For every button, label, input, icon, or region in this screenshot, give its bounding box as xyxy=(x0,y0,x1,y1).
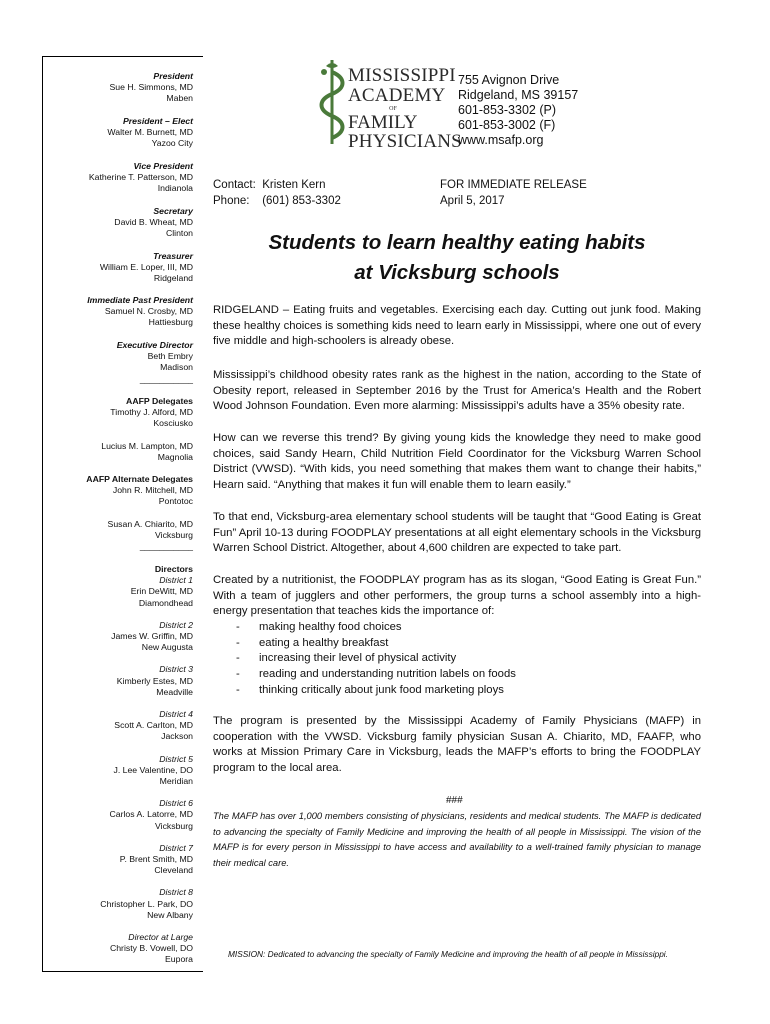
member-city: Yazoo City xyxy=(151,138,193,149)
member-name: Christy B. Vowell, DO xyxy=(109,943,193,954)
member-name: Lucius M. Lampton, MD xyxy=(101,440,193,451)
end-marker: ### xyxy=(446,795,463,806)
boilerplate: The MAFP has over 1,000 members consisting of physicians, residents and medical students. The MAFP is dedicated to advancing the specialty of Family Medicine and improving the health of all people in Mississippi. The vision of the MAFP is for every person in Mississippi to have access and availability to a well-trained family physician to manage their medical care. xyxy=(213,811,701,868)
member-city: Indianola xyxy=(157,183,193,194)
role-title: AAFP Delegates xyxy=(126,396,193,406)
member-name: Scott A. Carlton, MD xyxy=(114,720,193,731)
city-state: Ridgeland, MS 39157 xyxy=(458,88,579,102)
bullet-item xyxy=(0,667,770,683)
member-name: Kimberly Estes, MD xyxy=(116,675,193,686)
sidebar-alternate-delegates xyxy=(33,474,193,552)
bullet-text: making healthy food choices xyxy=(259,621,402,633)
district-label: District 5 xyxy=(159,753,193,764)
sidebar-aafp-delegates xyxy=(33,396,193,463)
role-title: Immediate Past President xyxy=(87,295,193,305)
member-city: Vicksburg xyxy=(155,529,193,540)
bullet-text: increasing their level of physical activity xyxy=(259,652,457,664)
role-title: Treasurer xyxy=(153,251,193,261)
logo-line: FAMILY xyxy=(348,112,418,133)
release-date: April 5, 2017 xyxy=(440,194,505,207)
phone-line: Phone: (601) 853-3302 xyxy=(213,194,341,207)
member-name: Susan A. Chiarito, MD xyxy=(107,518,193,529)
paragraph: How can we reverse this trend? By giving young kids the knowledge they need to make good choices, said Sandy Hearn, Child Nutrition Field Coordinator for the Vicksburg Warren School District (VWSD). “With kids, you need something that makes them want to change their habits,” Hearn said. “Anything that makes it fun will enable them to learn easily.” xyxy=(213,432,701,491)
member-city: Ridgeland xyxy=(153,273,193,284)
academy-wordmark xyxy=(348,66,462,151)
role-title: Secretary xyxy=(153,206,193,216)
bullet-dash: - xyxy=(236,684,240,696)
bullet-dash: - xyxy=(236,637,240,649)
caduceus-logo-icon xyxy=(312,58,352,148)
role-title: Executive Director xyxy=(116,340,193,350)
district-label: District 8 xyxy=(159,887,193,898)
bullet-item xyxy=(0,636,770,652)
member-name: P. Brent Smith, MD xyxy=(119,854,193,865)
paragraph: Mississippi’s childhood obesity rates rank as the highest in the nation, according to the State of Obesity report, released in September 2016 by the Trust for America’s Health and the Robert Wood Johnson Foundation. Even more alarming: Mississippi’s adults have a 35% obesity rate. xyxy=(213,369,701,413)
bullet-text: thinking critically about junk food marketing ploys xyxy=(259,684,504,696)
member-name: Sue H. Simmons, MD xyxy=(109,82,193,93)
member-name: John R. Mitchell, MD xyxy=(112,485,193,496)
district-label: District 3 xyxy=(159,664,193,675)
headline-line: at Vicksburg schools xyxy=(354,261,560,284)
member-name: Walter M. Burnett, MD xyxy=(107,127,193,138)
member-name: Timothy J. Alford, MD xyxy=(110,407,193,418)
member-city: Maben xyxy=(166,93,193,104)
member-name: J. Lee Valentine, DO xyxy=(113,764,193,775)
role-title: Vice President xyxy=(133,161,193,171)
sidebar-past-president xyxy=(33,295,193,329)
district-label: District 6 xyxy=(159,798,193,809)
address-block xyxy=(458,73,578,148)
sidebar-executive-director xyxy=(33,340,193,385)
member-name: Beth Embry xyxy=(147,351,193,362)
member-city: Clinton xyxy=(165,228,193,239)
member-city: Magnolia xyxy=(157,451,193,462)
member-city: New Augusta xyxy=(141,642,193,653)
member-name: Carlos A. Latorre, MD xyxy=(109,809,193,820)
logo-line: PHYSICIANS xyxy=(348,131,462,152)
member-name: James W. Griffin, MD xyxy=(111,631,193,642)
district-label: Director at Large xyxy=(128,932,193,943)
member-name: Erin DeWitt, MD xyxy=(130,586,193,597)
member-name: David B. Wheat, MD xyxy=(114,217,193,228)
bullet-text: eating a healthy breakfast xyxy=(259,637,389,649)
release-block xyxy=(440,178,587,209)
release-label: FOR IMMEDIATE RELEASE xyxy=(440,179,587,191)
website[interactable]: www.msafp.org xyxy=(458,133,544,147)
bullet-item xyxy=(0,683,770,699)
phone: 601-853-3302 (P) xyxy=(458,103,556,117)
contact-line: Contact: Kristen Kern xyxy=(213,179,326,191)
divider: ___________ xyxy=(139,373,193,384)
district-label: District 1 xyxy=(159,575,193,586)
headline-line: Students to learn healthy eating habits xyxy=(268,231,646,254)
member-city: Vicksburg xyxy=(155,820,193,831)
member-name: Katherine T. Patterson, MD xyxy=(88,172,193,183)
bullet-dash: - xyxy=(236,668,240,680)
mission-statement: MISSION: Dedicated to advancing the specialty of Family Medicine and improving the health of all people in Mississippi. xyxy=(228,949,668,959)
contact-block xyxy=(213,178,341,209)
member-city: Hattiesburg xyxy=(148,317,193,328)
street: 755 Avignon Drive xyxy=(458,73,560,87)
headline xyxy=(212,228,702,288)
paragraph: To that end, Vicksburg-area elementary school students will be taught that “Good Eating is Great Fun” April 10-13 during FOODPLAY presentations at all eight elementary schools in the Vicksburg Warren School District. Altogether, about 4,600 children are expected to take part. xyxy=(213,511,701,555)
member-city: Diamondhead xyxy=(138,597,193,608)
paragraph: The program is presented by the Mississippi Academy of Family Physicians (MAFP) in cooperation with the VWSD. Vicksburg family physician Susan A. Chiarito, MD, FAAFP, who works at Mission Primary Care in Vicksburg, leads the MAFP’s efforts to bring the FOODPLAY program to the local area. xyxy=(213,715,701,774)
paragraph: Created by a nutritionist, the FOODPLAY program has as its slogan, “Good Eating is Great Fun.” With a team of jugglers and other performers, the group turns a school assembly into a high-energy presentation that teaches kids the importance of: xyxy=(213,574,701,618)
role-title: President – Elect xyxy=(122,116,193,126)
member-city: Jackson xyxy=(161,731,193,742)
paragraph: RIDGELAND – Eating fruits and vegetables. Exercising each day. Cutting out junk food. Making these healthy choices is something kids need to learn early in Mississippi, where one out of every five middle and high-schoolers is already obese. xyxy=(213,304,701,348)
member-city: Madison xyxy=(160,362,193,373)
member-name: William E. Loper, III, MD xyxy=(99,262,193,273)
sidebar-secretary xyxy=(33,206,193,240)
divider: ___________ xyxy=(139,541,193,552)
sidebar-vice-president xyxy=(33,161,193,195)
bullet-item xyxy=(0,620,770,636)
sidebar-treasurer xyxy=(33,251,193,285)
role-title: Directors xyxy=(154,564,193,574)
fax: 601-853-3002 (F) xyxy=(458,118,556,132)
member-city: Pontotoc xyxy=(158,496,193,507)
bullet-dash: - xyxy=(236,621,240,633)
district-label: District 2 xyxy=(159,619,193,630)
sidebar-president-elect xyxy=(33,116,193,150)
logo-of: OF xyxy=(389,106,397,112)
logo-line: ACADEMY xyxy=(348,85,446,106)
district-label: District 7 xyxy=(159,842,193,853)
member-city: Meadville xyxy=(156,686,193,697)
member-city: Eupora xyxy=(164,954,193,965)
member-city: Cleveland xyxy=(154,865,193,876)
role-title: AAFP Alternate Delegates xyxy=(86,474,193,484)
role-title: President xyxy=(153,71,193,81)
district-label: District 4 xyxy=(159,709,193,720)
member-city: Meridian xyxy=(159,776,193,787)
member-city: New Albany xyxy=(147,909,193,920)
member-name: Samuel N. Crosby, MD xyxy=(104,306,193,317)
member-name: Christopher L. Park, DO xyxy=(100,898,193,909)
sidebar-president xyxy=(33,71,193,105)
bullet-dash: - xyxy=(236,652,240,664)
logo-line: MISSISSIPPI xyxy=(348,65,456,86)
bullet-item xyxy=(0,651,770,667)
member-city: Kosciusko xyxy=(153,418,193,429)
bullet-text: reading and understanding nutrition labels on foods xyxy=(259,668,516,680)
